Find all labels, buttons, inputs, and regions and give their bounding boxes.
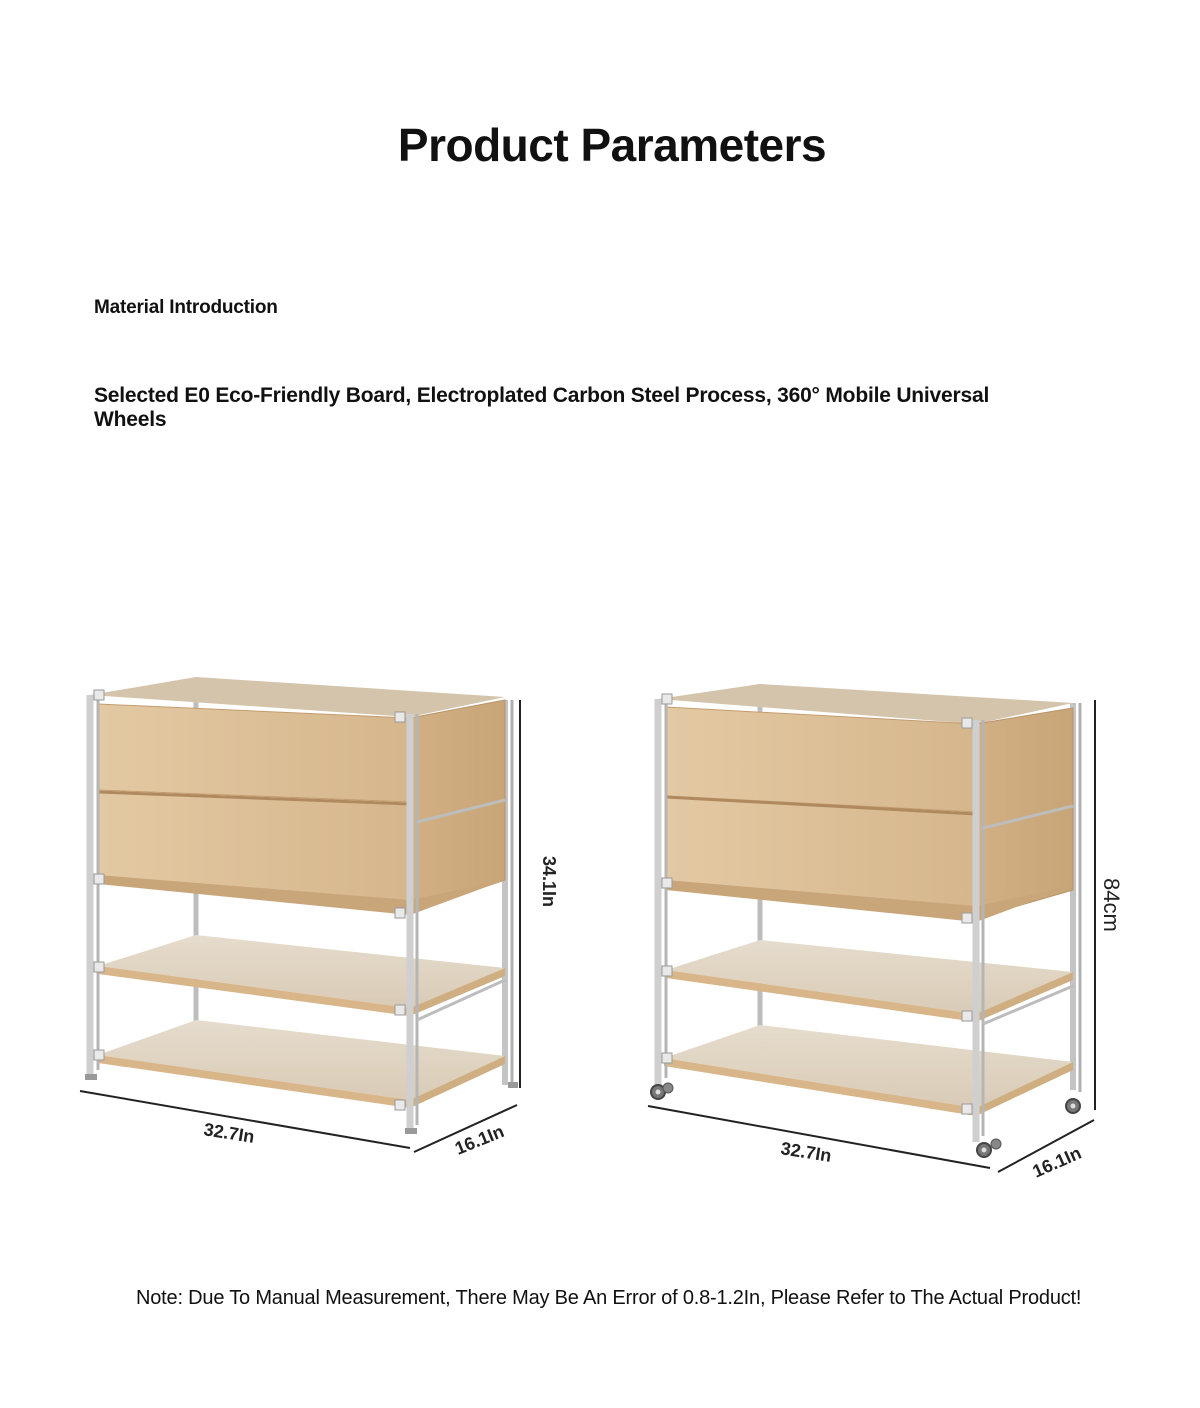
cabinet-right — [651, 684, 1080, 1157]
right-width-label: 32.7In — [779, 1138, 833, 1166]
wheel-icon — [977, 1143, 991, 1157]
material-description: Selected E0 Eco-Friendly Board, Electroplated Carbon Steel Process, 360° Mobile Universal Wheels — [94, 384, 990, 431]
wheel-icon — [1066, 1099, 1080, 1113]
left-height-label: 34.1In — [539, 856, 559, 908]
measurement-note: Note: Due To Manual Measurement, There May Be An Error of 0.8-1.2In, Please Refer to The Actual Product! — [136, 1287, 1082, 1309]
right-height-label: 84cm — [1099, 878, 1124, 932]
page-title: Product Parameters — [397, 119, 827, 171]
right-depth-label: 16.1In — [1029, 1142, 1085, 1182]
material-heading: Material Introduction — [94, 297, 278, 318]
left-depth-label: 16.1In — [452, 1121, 507, 1159]
left-width-label: 32.7In — [202, 1119, 256, 1147]
cabinet-left — [85, 677, 518, 1134]
